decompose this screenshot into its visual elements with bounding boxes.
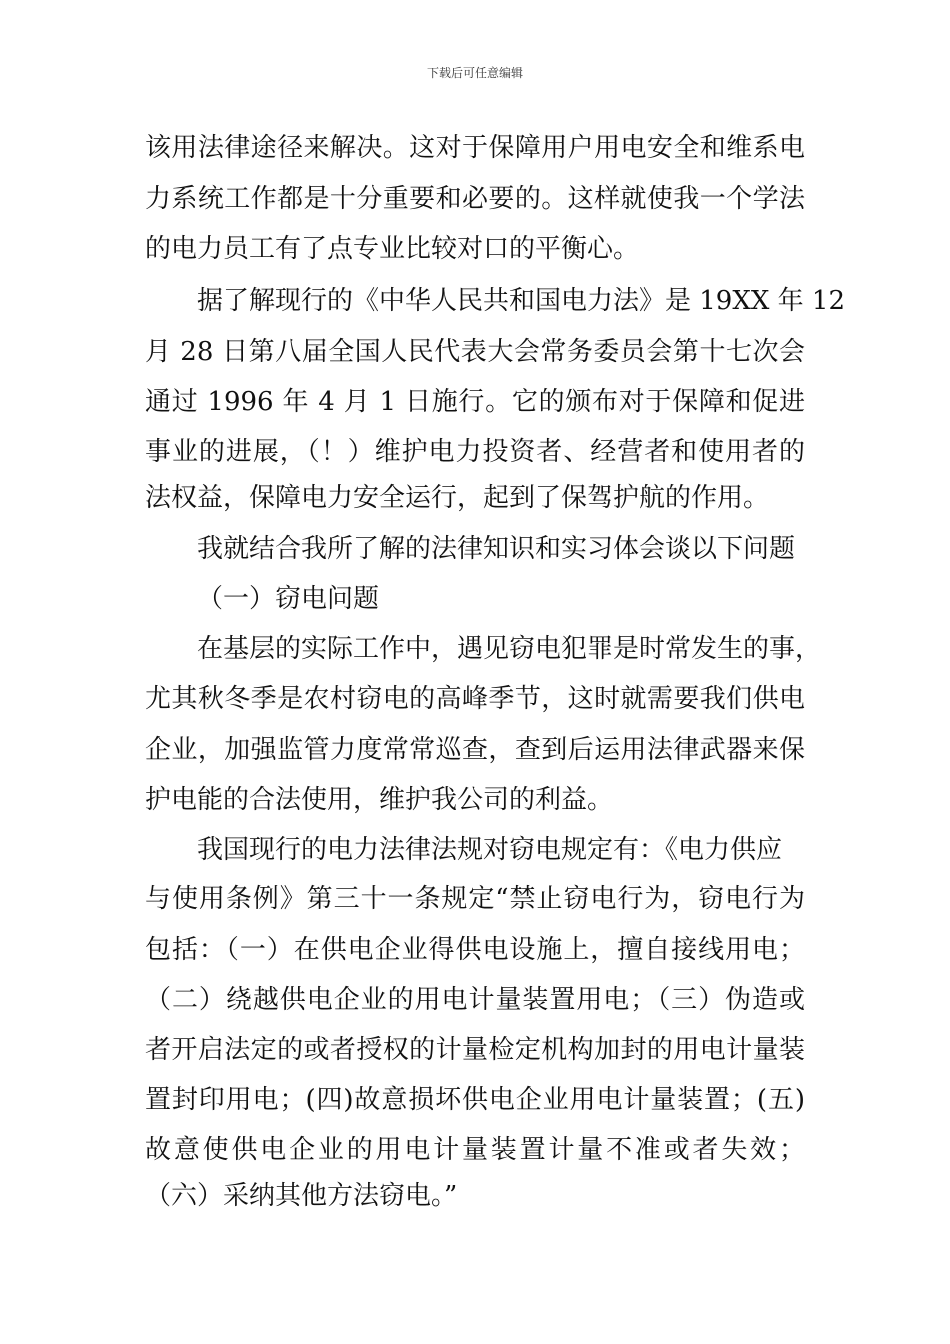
paragraph-line: （二）绕越供电企业的用电计量装置用电；（三）伪造或: [145, 985, 805, 1015]
paragraph-line: 我就结合我所了解的法律知识和实习体会谈以下问题: [197, 534, 796, 564]
paragraph-line: 我国现行的电力法律法规对窃电规定有：《电力供应: [197, 835, 783, 865]
paragraph-line: 包括：（一）在供电企业得供电设施上，擅自接线用电；: [145, 935, 805, 965]
paragraph-line: 护电能的合法使用，维护我公司的利益。: [145, 785, 614, 815]
paragraph-line: 故意使供电企业的用电计量装置计量不准或者失效；: [145, 1135, 805, 1165]
paragraph-line: 在基层的实际工作中，遇见窃电犯罪是时常发生的事，: [197, 634, 822, 664]
paragraph-line: 事业的进展，（！）维护电力投资者、经营者和使用者的: [145, 437, 805, 467]
paragraph-line: 据了解现行的《中华人民共和国电力法》是 19XX 年 12: [197, 286, 845, 316]
paragraph-line: 月 28 日第八届全国人民代表大会常务委员会第十七次会: [145, 337, 805, 367]
paragraph-line: 尤其秋冬季是农村窃电的高峰季节，这时就需要我们供电: [145, 684, 805, 714]
paragraph-line: 与使用条例》第三十一条规定“禁止窃电行为，窃电行为: [145, 884, 805, 914]
paragraph-line: 的电力员工有了点专业比较对口的平衡心。: [145, 234, 640, 264]
paragraph-line: 者开启法定的或者授权的计量检定机构加封的用电计量装: [145, 1035, 805, 1065]
page-header: 下载后可任意编辑: [426, 66, 523, 80]
paragraph-line: 企业，加强监管力度常常巡查，查到后运用法律武器来保: [145, 735, 805, 765]
paragraph-line: 该用法律途径来解决。这对于保障用户用电安全和维系电: [145, 133, 805, 163]
paragraph-line: 法权益，保障电力安全运行，起到了保驾护航的作用。: [145, 483, 770, 513]
section-heading: （一）窃电问题: [197, 584, 380, 614]
paragraph-line: （六）采纳其他方法窃电。”: [145, 1181, 458, 1211]
paragraph-line: 通过 1996 年 4 月 1 日施行。它的颁布对于保障和促进: [145, 387, 805, 417]
paragraph-line: 置封印用电；(四)故意损坏供电企业用电计量装置；(五): [145, 1085, 805, 1115]
paragraph-line: 力系统工作都是十分重要和必要的。这样就使我一个学法: [145, 184, 805, 214]
